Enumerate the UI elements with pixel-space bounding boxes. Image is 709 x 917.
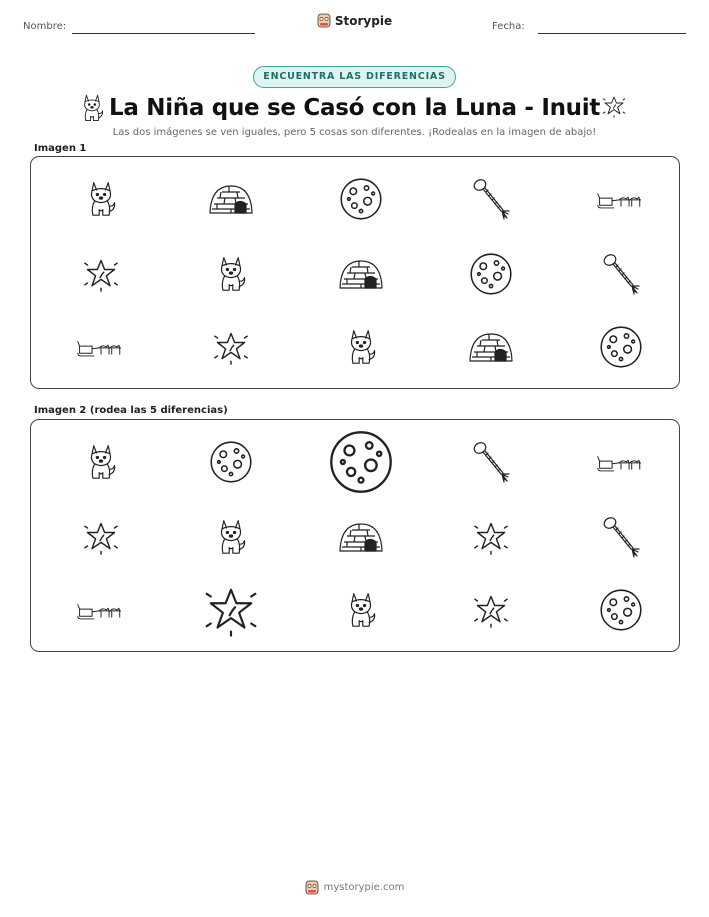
picture-cell — [191, 234, 271, 314]
picture-cell — [191, 159, 271, 239]
sled-icon — [596, 187, 646, 211]
husky-icon — [83, 440, 119, 484]
star-icon — [83, 519, 119, 555]
moon-icon — [328, 429, 394, 495]
picture-cell[interactable] — [61, 497, 141, 577]
image1-panel — [30, 156, 680, 389]
picture-cell — [61, 307, 141, 387]
moon-icon — [599, 588, 643, 632]
star-icon — [204, 583, 258, 637]
star-icon — [213, 329, 249, 365]
storypie-mascot-icon — [317, 13, 331, 28]
picture-cell — [451, 159, 531, 239]
picture-cell[interactable] — [61, 422, 141, 502]
picture-cell — [451, 307, 531, 387]
picture-cell — [321, 234, 401, 314]
rope-icon — [471, 177, 511, 221]
name-label: Nombre: — [23, 21, 67, 32]
activity-badge: ENCUENTRA LAS DIFERENCIAS — [253, 66, 455, 88]
picture-cell[interactable] — [451, 422, 531, 502]
date-line[interactable] — [538, 33, 686, 34]
star-icon — [602, 94, 626, 118]
picture-cell — [581, 159, 661, 239]
image2-label: Imagen 2 (rodea las 5 diferencias) — [34, 405, 228, 416]
storypie-mascot-icon — [305, 880, 319, 895]
name-line[interactable] — [72, 33, 255, 34]
sled-icon — [596, 450, 646, 474]
moon-icon — [339, 177, 383, 221]
image1-label: Imagen 1 — [34, 143, 87, 154]
sled-icon — [76, 335, 126, 359]
husky-icon — [343, 325, 379, 369]
picture-cell[interactable] — [321, 422, 401, 502]
picture-cell — [581, 307, 661, 387]
star-icon — [473, 519, 509, 555]
picture-cell[interactable] — [321, 570, 401, 650]
brand-logo — [0, 13, 709, 28]
husky-icon — [213, 252, 249, 296]
star-icon — [473, 592, 509, 628]
igloo-icon — [467, 330, 515, 364]
husky-icon — [78, 92, 106, 124]
picture-cell — [581, 234, 661, 314]
moon-icon — [599, 325, 643, 369]
husky-icon — [83, 177, 119, 221]
title-row — [0, 90, 709, 126]
picture-cell — [191, 307, 271, 387]
picture-cell — [451, 234, 531, 314]
picture-cell — [321, 159, 401, 239]
instructions: Las dos imágenes se ven iguales, pero 5 cosas son diferentes. ¡Rodealas en la imagen de abajo! — [112, 127, 597, 138]
picture-cell — [61, 234, 141, 314]
picture-cell[interactable] — [191, 422, 271, 502]
picture-cell[interactable] — [581, 422, 661, 502]
picture-cell — [61, 159, 141, 239]
picture-cell[interactable] — [581, 497, 661, 577]
picture-cell[interactable] — [191, 497, 271, 577]
star-icon — [83, 256, 119, 292]
moon-icon — [469, 252, 513, 296]
husky-icon — [213, 515, 249, 559]
page-title: La Niña que se Casó con la Luna - Inuit — [108, 95, 601, 121]
image2-panel[interactable] — [30, 419, 680, 652]
picture-cell — [321, 307, 401, 387]
husky-icon — [343, 588, 379, 632]
igloo-icon — [207, 182, 255, 216]
rope-icon — [471, 440, 511, 484]
picture-cell[interactable] — [581, 570, 661, 650]
brand-name: Storypie — [334, 13, 393, 28]
footer-site: mystorypie.com — [323, 882, 405, 893]
footer — [0, 880, 709, 895]
picture-cell[interactable] — [321, 497, 401, 577]
sled-icon — [76, 598, 126, 622]
moon-icon — [209, 440, 253, 484]
picture-cell[interactable] — [451, 570, 531, 650]
date-label: Fecha: — [492, 21, 525, 32]
rope-icon — [601, 515, 641, 559]
igloo-icon — [337, 520, 385, 554]
igloo-icon — [337, 257, 385, 291]
rope-icon — [601, 252, 641, 296]
picture-cell[interactable] — [191, 570, 271, 650]
picture-cell[interactable] — [61, 570, 141, 650]
picture-cell[interactable] — [451, 497, 531, 577]
